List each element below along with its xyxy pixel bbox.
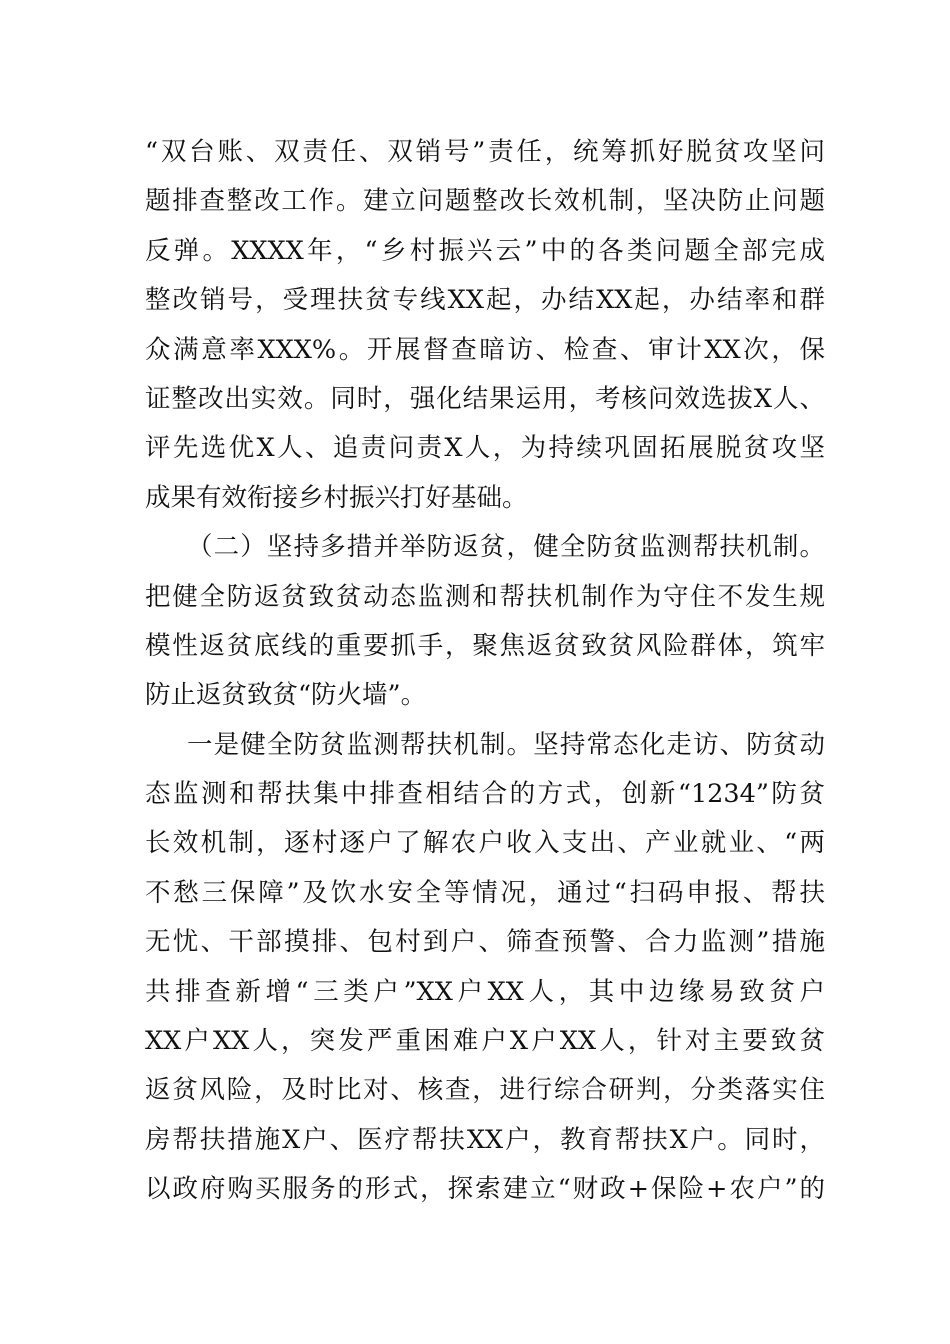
body-text — [145, 128, 825, 1215]
text-line: 整改销号，受理扶贫专线XX起，办结XX起，办结率和群 — [145, 285, 825, 316]
section-heading: （二）坚持多措并举防返贫，健全防贫监测帮扶机制。 — [187, 532, 825, 563]
text-line: 证整改出实效。同时，强化结果运用，考核问效选拔X人、 — [145, 383, 825, 414]
text-line: 无忧、干部摸排、包村到户、筛查预警、合力监测”措施 — [145, 927, 825, 958]
text-line: 把健全防返贫致贫动态监测和帮扶机制作为守住不发生规 — [145, 581, 825, 612]
text-line: 一是健全防贫监测帮扶机制。坚持常态化走访、防贫动 — [187, 729, 825, 760]
text-line: 评先选优X人、追责问责X人，为持续巩固拓展脱贫攻坚 — [145, 433, 825, 464]
text-line: 长效机制，逐村逐户了解农户收入支出、产业就业、“两 — [145, 828, 825, 859]
text-line: 返贫风险，及时比对、核查，进行综合研判，分类落实住 — [145, 1075, 825, 1106]
text-line: XX户XX人，突发严重困难户X户XX人，针对主要致贫 — [145, 1026, 825, 1057]
text-line: 共排查新增“三类户”XX户XX人，其中边缘易致贫户 — [145, 976, 825, 1007]
text-line: 防止返贫致贫“防火墙”。 — [145, 680, 427, 711]
text-line: 以政府购买服务的形式，探索建立“财政+保险+农户”的 — [145, 1174, 825, 1205]
text-line: “双台账、双责任、双销号”责任，统筹抓好脱贫攻坚问 — [145, 137, 825, 167]
text-line: 众满意率XXX%。开展督查暗访、检查、审计XX次，保 — [145, 334, 825, 365]
text-line: 反弹。XXXX年，“乡村振兴云”中的各类问题全部完成 — [145, 235, 825, 266]
text-line: 不愁三保障”及饮水安全等情况，通过“扫码申报、帮扶 — [145, 877, 825, 908]
text-line: 题排查整改工作。建立问题整改长效机制，坚决防止问题 — [145, 186, 825, 217]
text-line: 成果有效衔接乡村振兴打好基础。 — [145, 482, 528, 513]
text-line: 房帮扶措施X户、医疗帮扶XX户，教育帮扶X户。同时， — [145, 1124, 825, 1155]
text-line: 模性返贫底线的重要抓手，聚焦返贫致贫风险群体，筑牢 — [145, 630, 825, 661]
text-line: 态监测和帮扶集中排查相结合的方式，创新“1234”防贫 — [145, 779, 825, 810]
